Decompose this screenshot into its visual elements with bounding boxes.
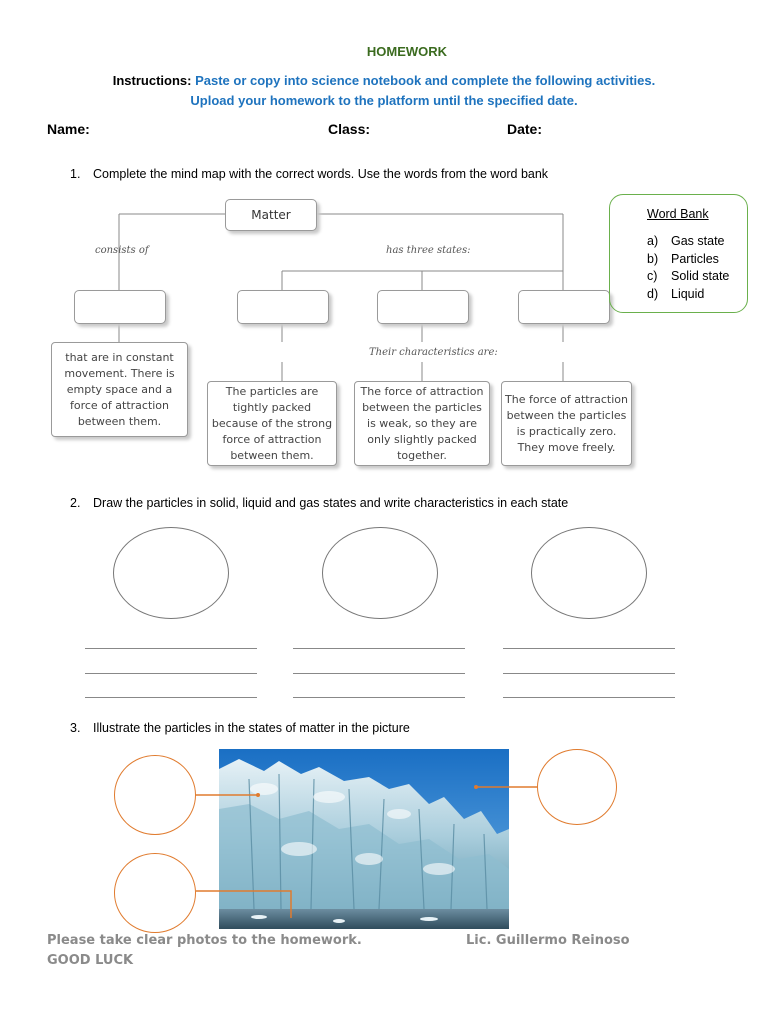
instructions-label: Instructions: <box>112 73 192 88</box>
word-bank-item: d) Liquid <box>647 287 705 301</box>
word-bank-item: c) Solid state <box>647 269 730 283</box>
question-1-number: 1. <box>70 167 81 181</box>
footer-closing: GOOD LUCK <box>47 953 134 968</box>
word-bank-title: Word Bank <box>647 207 709 221</box>
link-has-three-states: has three states: <box>386 245 471 256</box>
class-field-label: Class: <box>328 121 371 137</box>
word-bank-item: b) Particles <box>647 252 719 266</box>
callout-circle-3[interactable] <box>114 853 196 933</box>
question-3-number: 3. <box>70 721 81 735</box>
instructions-text-1: Paste or copy into science notebook and complete the following activities. <box>195 73 656 88</box>
instructions-line-2: Upload your homework to the platform until the specified date. <box>190 93 578 108</box>
question-2-number: 2. <box>70 496 81 510</box>
question-3-text: Illustrate the particles in the states of matter in the picture <box>93 721 410 735</box>
question-2-text: Draw the particles in solid, liquid and gas states and write characteristics in each state <box>93 496 569 510</box>
word-bank-item: a) Gas state <box>647 234 725 248</box>
mind-map-root: Matter <box>225 199 317 231</box>
description-particles: that are in constant movement. There is empty space and a force of attraction between them. <box>51 342 188 437</box>
page-title: HOMEWORK <box>366 44 448 59</box>
link-characteristics: Their characteristics are: <box>369 347 498 358</box>
callout-circle-1[interactable] <box>114 755 196 835</box>
footer-author: Lic. Guillermo Reinoso <box>466 933 630 948</box>
question-1-text: Complete the mind map with the correct words. Use the words from the word bank <box>93 167 549 181</box>
footer-note: Please take clear photos to the homework. <box>47 933 362 948</box>
callout-circle-2[interactable] <box>537 749 617 825</box>
link-consists-of: consists of <box>95 245 149 256</box>
date-field-label: Date: <box>507 121 543 137</box>
description-solid: The particles are tightly packed because of the strong force of attraction between them. <box>207 381 337 466</box>
description-gas: The force of attraction between the particles is practically zero. They move freely. <box>501 381 632 466</box>
name-field-label: Name: <box>47 121 90 137</box>
description-liquid: The force of attraction between the particles is weak, so they are only slightly packed together. <box>354 381 490 466</box>
